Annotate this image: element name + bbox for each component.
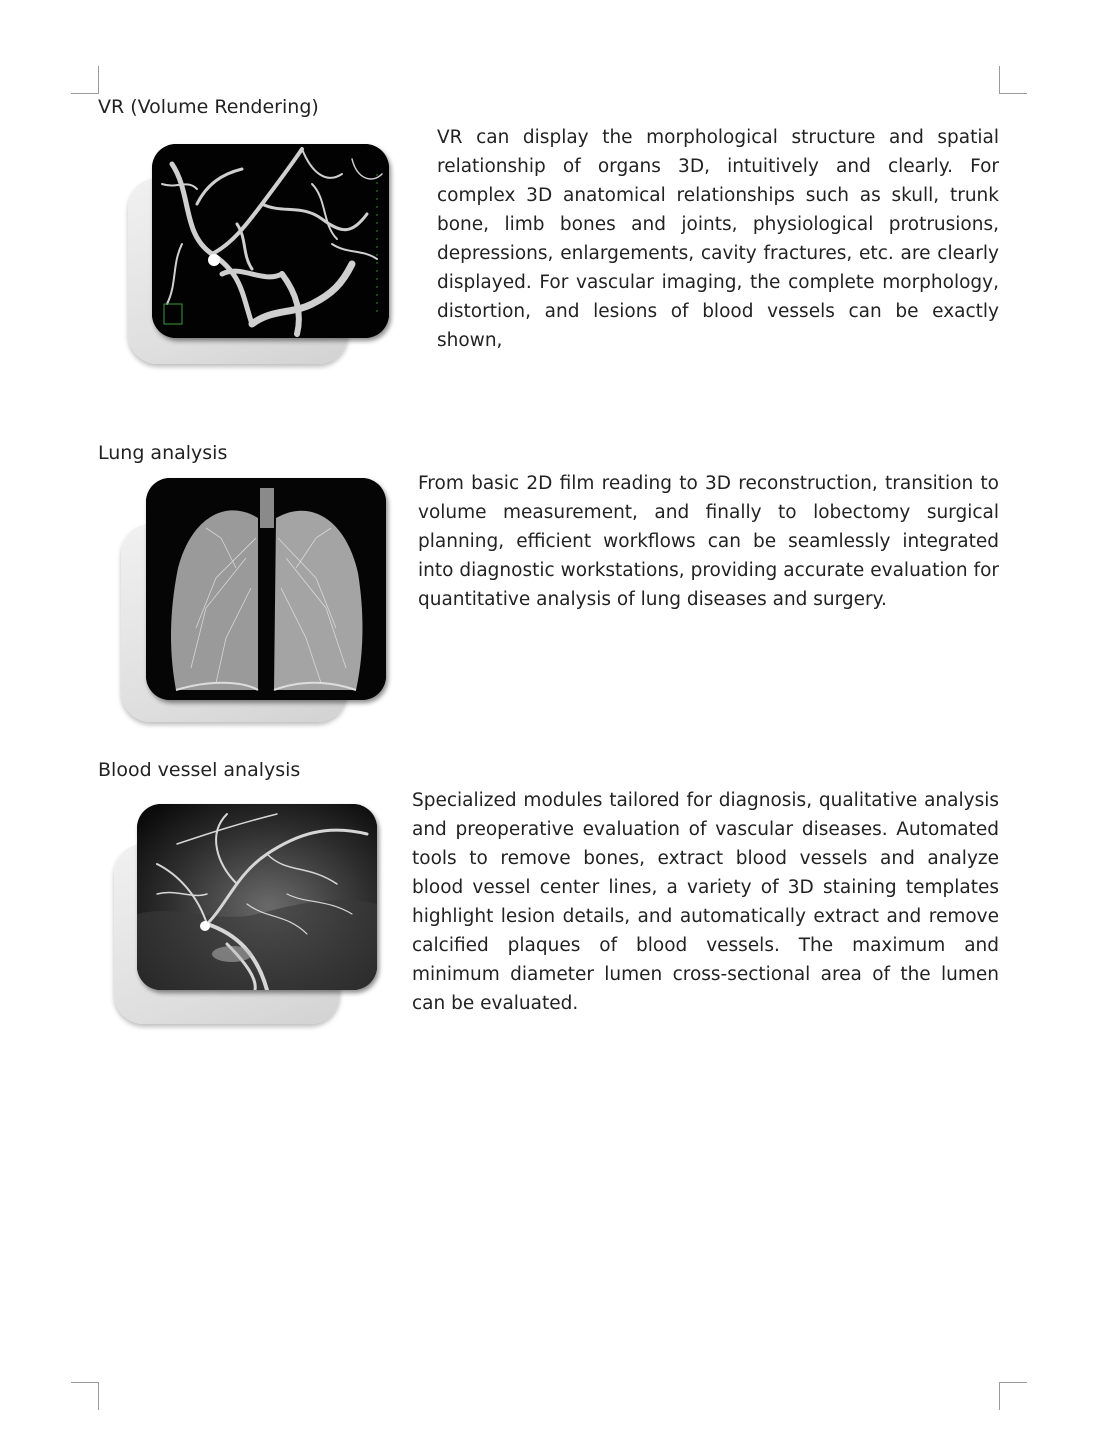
section-title-lung: Lung analysis	[98, 442, 228, 464]
section-body-blood-vessel: Specialized modules tailored for diagnosis, qualitative analysis and preoperative evaluation of vascular diseases. Automated tools to remove bones, extract blood vessels and analyze blood vessel center lines, a variety of 3D staining templates highlight lesion details, and automatically extract and remove calcified plaques of blood vessels. The maximum and minimum diameter lumen cross-sectional area of the lumen can be evaluated.	[412, 790, 999, 1014]
vr-vessels-image	[152, 144, 389, 338]
crop-mark-bottom-right-h	[999, 1382, 1027, 1383]
angiography-image	[137, 804, 377, 990]
figure-blood-vessel	[110, 800, 382, 1028]
crop-mark-top-right-v	[999, 66, 1000, 94]
section-title-vr: VR (Volume Rendering)	[98, 96, 319, 118]
figure-vr	[124, 140, 392, 368]
crop-mark-top-left-h	[71, 93, 99, 94]
crop-mark-bottom-left-h	[71, 1382, 99, 1383]
section-title-blood-vessel: Blood vessel analysis	[98, 759, 301, 781]
section-body-vr: VR can display the morphological structure and spatial relationship of organs 3D, intuitively and clearly. For complex 3D anatomical relationships such as skull, trunk bone, limb bones and joints, physiological protrusions, depressions, enlargements, cavity fractures, etc. are clearly displayed. For vascular imaging, the complete morphology, distortion, and lesions of blood vessels can be exactly shown,	[437, 127, 999, 351]
crop-mark-top-left-v	[98, 66, 99, 94]
lung-image	[146, 478, 386, 700]
crop-mark-bottom-right-v	[999, 1382, 1000, 1410]
crop-mark-bottom-left-v	[98, 1382, 99, 1410]
crop-mark-top-right-h	[999, 93, 1027, 94]
figure-lung	[118, 474, 390, 726]
section-body-lung: From basic 2D film reading to 3D reconstruction, transition to volume measurement, and finally to lobectomy surgical planning, efficient workflows can be seamlessly integrated into diagnostic workstations, providing accurate evaluation for quantitative analysis of lung diseases and surgery.	[418, 473, 999, 610]
